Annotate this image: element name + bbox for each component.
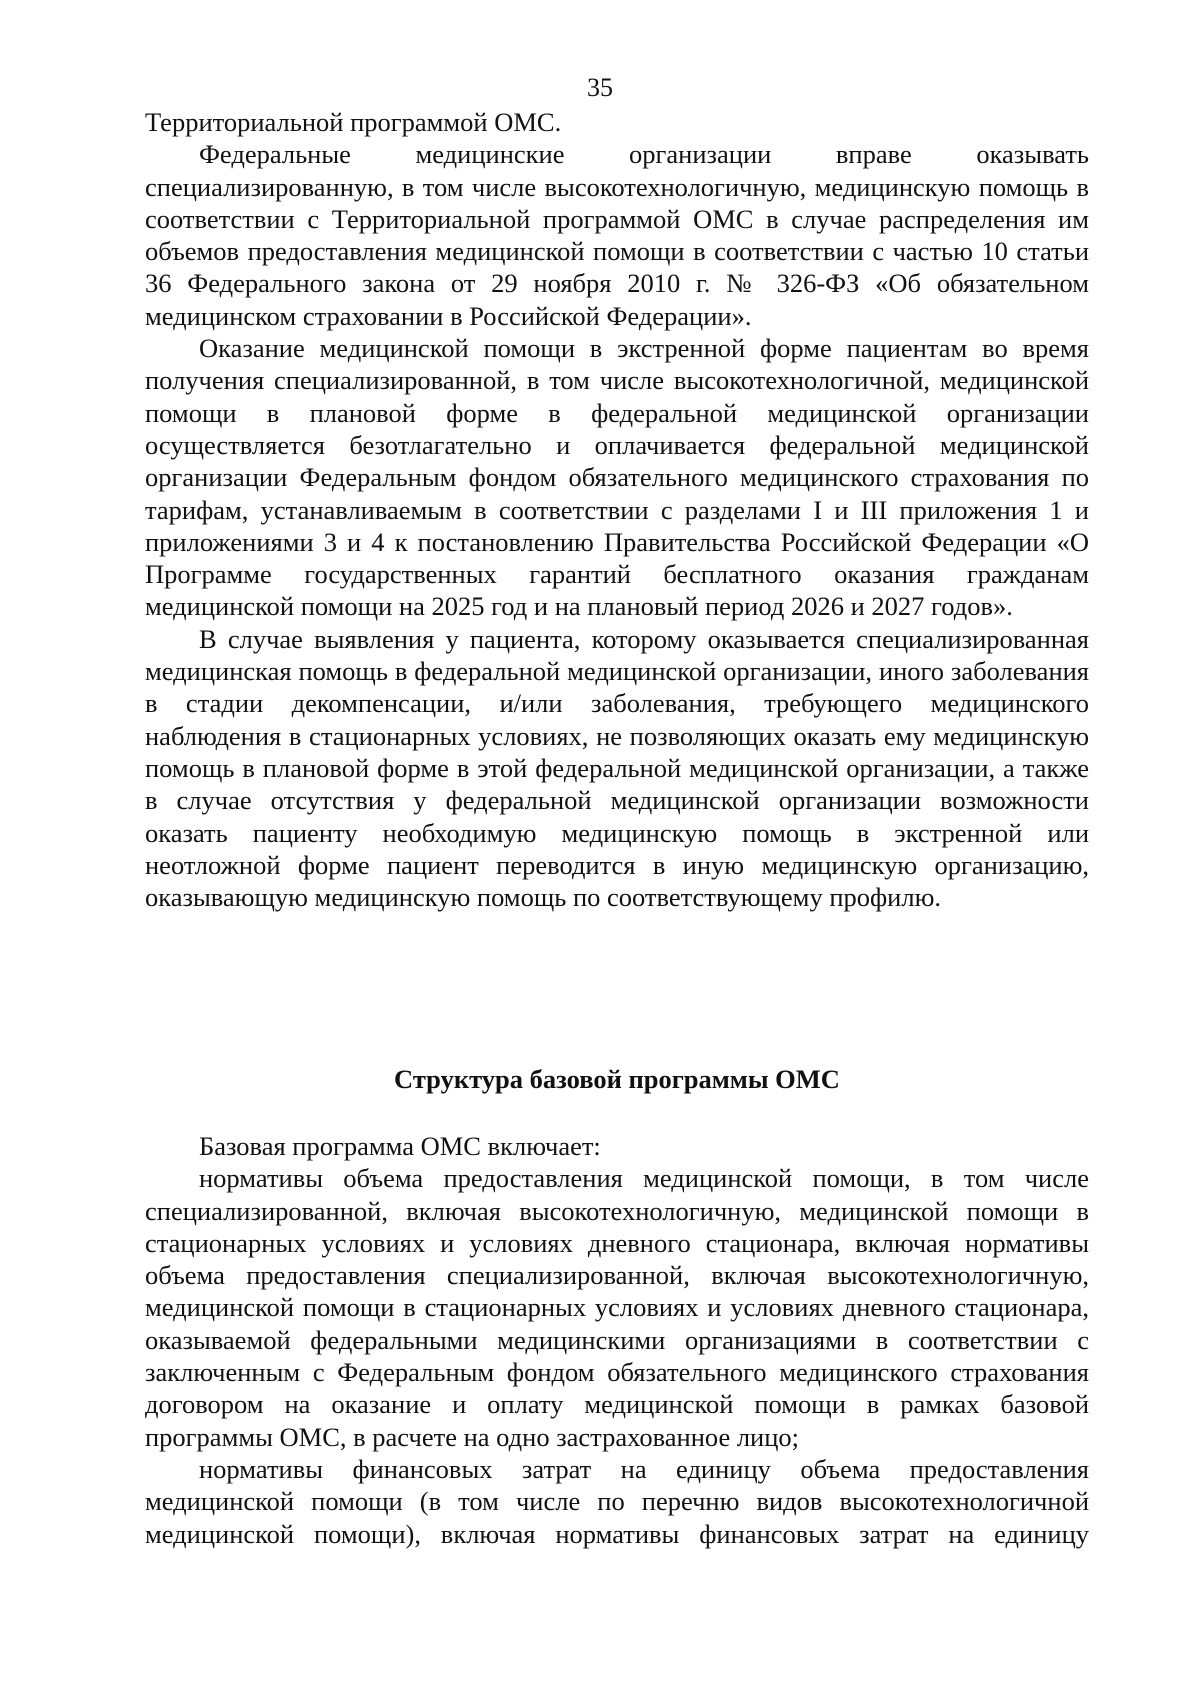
- paragraph-continuation: Территориальной программой ОМС.: [145, 107, 562, 137]
- page-number: 35: [587, 73, 613, 102]
- paragraph-cost-standards: нормативы финансовых затрат на единицу объема предоставления медицинской помощи (в том числе по перечню видов высокотехнологичной медицинской помощи), включая нормативы финансовых затрат на единицу: [145, 1453, 1089, 1549]
- paragraph-program-includes: Базовая программа ОМС включает:: [199, 1131, 601, 1161]
- paragraph-volume-standards: нормативы объема предоставления медицинской помощи, в том числе специализированной, включая высокотехнологичную, медицинской помощи в стационарных условиях и условиях дневного стационара, включая нормативы объема предоставления специализированной, включая высокотехнологичную, медицинской помощи в стационарных условиях и условиях дневного стационара, оказываемой федеральными медицинскими организациями в соответствии с заключенным с Федеральным фондом обязательного медицинского страхования договором на оказание и оплату медицинской помощи в рамках базовой программы ОМС, в расчете на одно застрахованное лицо;: [145, 1163, 1089, 1452]
- paragraph-emergency-care: Оказание медицинской помощи в экстренной форме пациентам во время получения специализированной, в том числе высокотехнологичной, медицинской помощи в плановой форме в федеральной медицинской организации осуществляется безотлагательно и оплачивается федеральной медицинской организации Федеральным фондом обязательного медицинского страхования по тарифам, устанавливаемым в соответствии с разделами I и III приложения 1 и приложениями 3 и 4 к постановлению Правительства Российской Федерации «О Программе государственных гарантий бесплатного оказания гражданам медицинской помощи на 2025 год и на плановый период 2026 и 2027 годов».: [145, 333, 1089, 622]
- paragraph-federal-organizations: Федеральные медицинские организации вправе оказывать специализированную, в том числе высокотехнологичную, медицинскую помощь в соответствии с Территориальной программой ОМС в случае распределения им объемов предоставления медицинской помощи в соответствии с частью 10 статьи 36 Федерального закона от 29 ноября 2010 г. № 326-ФЗ «Об обязательном медицинском страховании в Российской Федерации».: [145, 139, 1089, 331]
- section-heading: Структура базовой программы ОМС: [394, 1064, 840, 1094]
- section-territorial-program: [145, 106, 1089, 913]
- paragraph-patient-transfer: В случае выявления у пациента, которому оказывается специализированная медицинская помощь в федеральной медицинской организации, иного заболевания в стадии декомпенсации, и/или заболевания, требующего медицинского наблюдения в стационарных условиях, не позволяющих оказать ему медицинскую помощь в плановой форме в этой федеральной медицинской организации, а также в случае отсутствия у федеральной медицинской организации возможности оказать пациенту необходимую медицинскую помощь в экстренной или неотложной форме пациент переводится в иную медицинскую организацию, оказывающую медицинскую помощь по соответствующему профилю.: [145, 623, 1089, 913]
- section-basic-program-body: [145, 1130, 1089, 1550]
- section-basic-program-structure: [145, 1063, 1089, 1095]
